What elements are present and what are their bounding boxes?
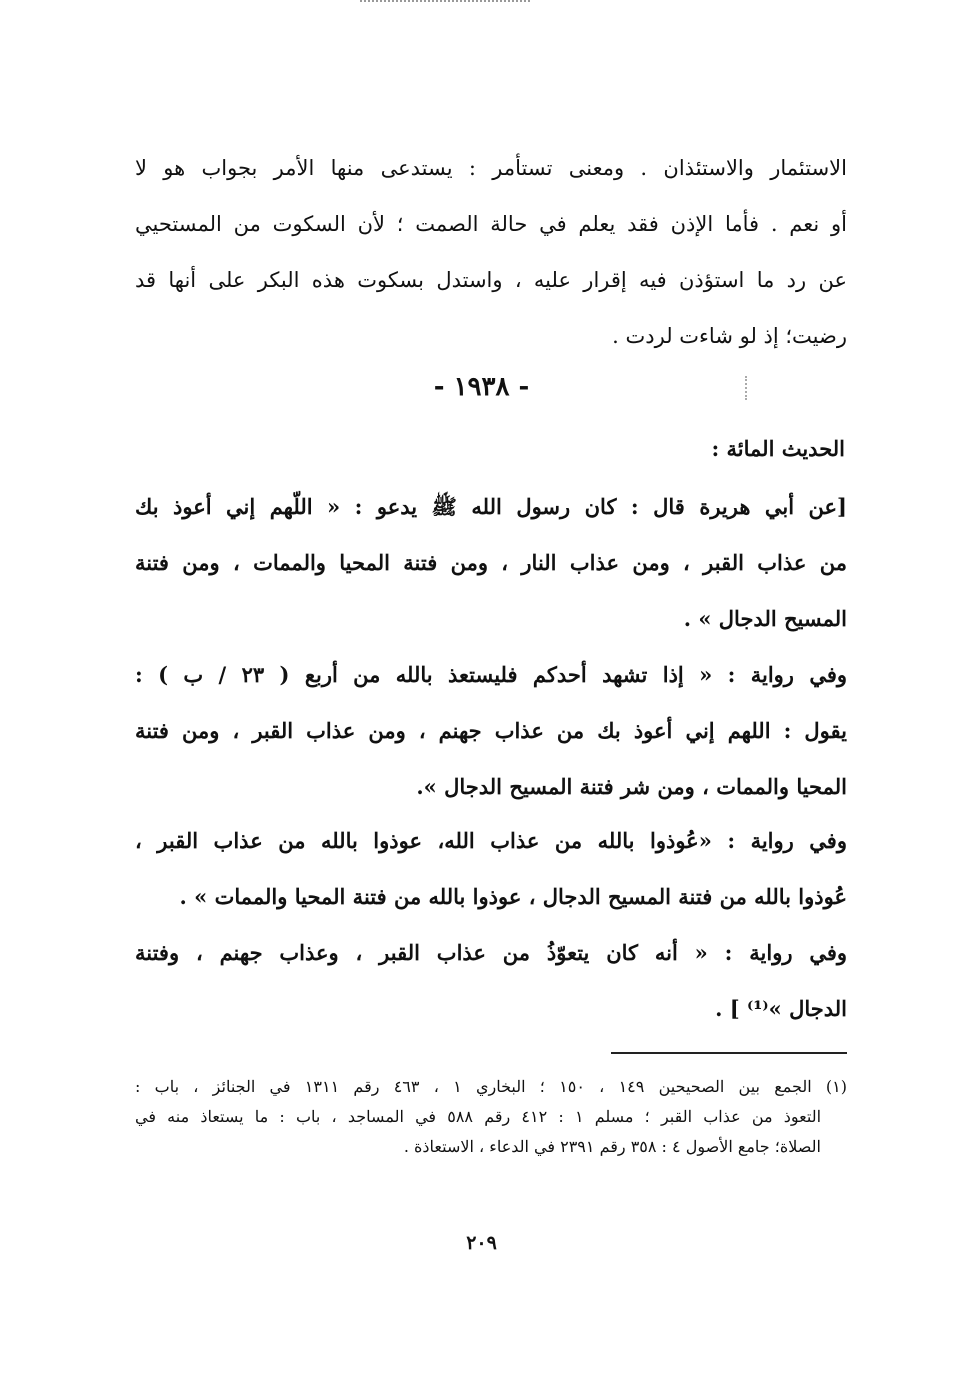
paragraph-2 — [135, 494, 847, 662]
paragraph-1 — [135, 156, 847, 380]
text-line: عُوذوا بالله من فتنة المسيح الدجال ، عوذوا بالله من فتنة المحيا والممات » . — [179, 884, 847, 909]
footnote-line: التعوذ من عذاب القبر ؛ مسلم ١ : ٤١٢ رقم ٥٨٨ في المساجد ، باب : ما يستعاذ منه في — [135, 1107, 822, 1126]
paragraph-4 — [135, 828, 847, 940]
text-line: [عن أبي هريرة قال : كان رسول الله ﷺ يدعو : « اللّهم إني أعوذ بك — [135, 494, 847, 519]
text-line: الدجال »⁽¹⁾ ] . — [715, 996, 847, 1021]
section-heading: الحديث المائة : — [711, 436, 845, 461]
text-line: أو نعم . فأما الإذن فقد يعلم في حالة الصمت ؛ لأن السكوت من المستحيي — [135, 212, 847, 236]
text-line: المحيا والممات ، ومن شر فتنة المسيح الدجال ». — [416, 774, 847, 799]
paragraph-3 — [135, 662, 847, 830]
text-line: الاستئمار والاستئذان . ومعنى تستأمر : يستدعى منها الأمر بجواب هو لا — [135, 156, 847, 180]
footnote-separator — [611, 1052, 847, 1054]
text-line: وفي رواية : «عُوذوا بالله من عذاب الله، عوذوا بالله من عذاب القبر ، — [135, 828, 847, 853]
scan-mark — [360, 0, 530, 6]
scan-mark — [745, 376, 749, 400]
text-line: رضيت؛ إذ لو شاءت لردت . — [612, 324, 847, 348]
page-number: ٢٠٩ — [466, 1232, 497, 1254]
text-line: وفي رواية : « أنه كان يتعوّذُ من عذاب القبر ، وعذاب جهنم ، وفتنة — [135, 940, 847, 965]
footnote-line: الصلاة؛ جامع الأصول ٤ : ٣٥٨ رقم ٢٣٩١ في الدعاء ، الاستعاذة . — [403, 1137, 821, 1156]
paragraph-5 — [135, 940, 847, 1052]
text-line: من عذاب القبر ، ومن عذاب النار ، ومن فتنة المحيا والممات ، ومن فتنة — [135, 550, 847, 575]
text-line: عن رد ما استؤذن فيه إقرار عليه ، واستدل بسكوت هذه البكر على أنها قد — [135, 268, 847, 292]
footnote-line: (١) الجمع بين الصحيحين ١٤٩ ، ١٥٠ ؛ البخاري ١ ، ٤٦٣ رقم ١٣١١ في الجنائز ، باب : — [135, 1077, 847, 1096]
footnotes — [135, 1072, 847, 1162]
hadith-number: - ١٩٣٨ - — [433, 372, 530, 402]
text-line: المسيح الدجال » . — [683, 606, 847, 631]
text-line: وفي رواية : « إذا تشهد أحدكم فليستعذ بالله من أربع ( ٢٣ / ب ) : — [135, 662, 847, 687]
text-line: يقول : اللهم إني أعوذ بك من عذاب جهنم ، ومن عذاب القبر ، ومن فتنة — [135, 718, 847, 743]
